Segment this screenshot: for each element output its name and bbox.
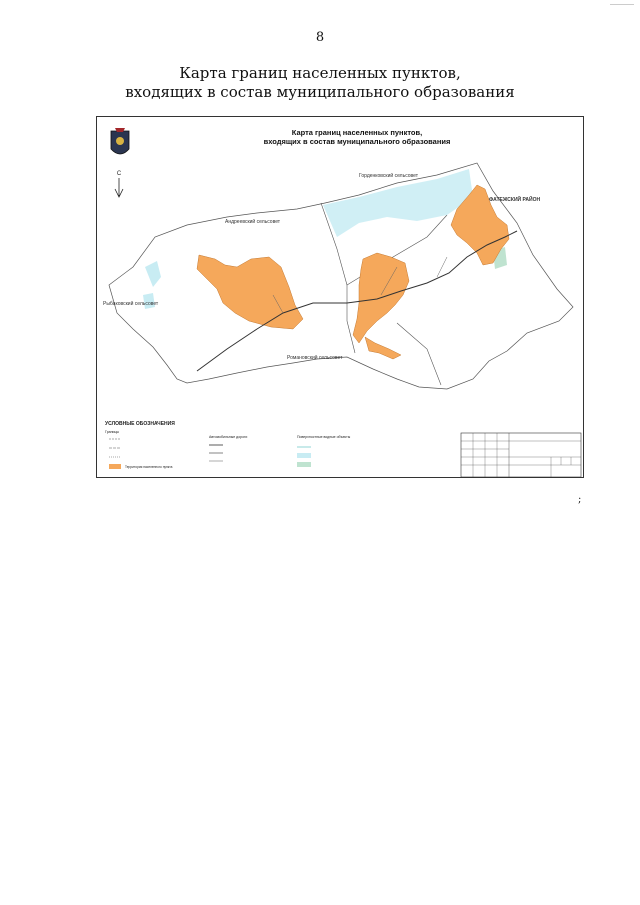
legend-title: УСЛОВНЫЕ ОБОЗНАЧЕНИЯ — [105, 421, 175, 427]
legend-swatch-settlement — [109, 464, 121, 469]
map-title-line-2: входящих в состав муниципального образования — [263, 137, 451, 146]
region-label-north: Горденковский сельсовет — [359, 173, 419, 179]
region-label-east: ФАТЕЖСКИЙ РАЙОН — [489, 197, 541, 203]
map-legend — [105, 421, 351, 469]
document-title — [0, 64, 640, 102]
document-title-line-2: входящих в состав муниципального образования — [125, 83, 515, 101]
region-label-south: Романовский сельсовет — [287, 355, 343, 361]
document-title-line-1: Карта границ населенных пунктов, — [179, 64, 461, 82]
legend-swatch-water-1 — [297, 453, 311, 458]
legend-group-roads: Автомобильные дороги — [209, 435, 248, 439]
map-title-line-1: Карта границ населенных пунктов, — [291, 128, 423, 137]
coat-of-arms-emblem — [111, 128, 129, 154]
scan-edge-mark — [610, 4, 634, 5]
legend-item-settlement: Территория населенного пункта — [125, 465, 173, 469]
compass-icon — [115, 171, 123, 197]
page-number: 8 — [315, 30, 325, 45]
region-label-west: Рыбаковский сельсовет — [103, 301, 159, 307]
map-canvas — [97, 117, 585, 479]
drawing-title-block — [461, 433, 581, 477]
corner-mark: ; — [578, 494, 582, 505]
legend-group-water: Поверхностные водные объекты — [297, 435, 351, 439]
svg-text:С: С — [116, 171, 122, 177]
legend-swatch-water-2 — [297, 462, 311, 467]
region-label-northwest: Андреевский сельсовет — [225, 219, 281, 225]
legend-group-borders: Границы — [105, 430, 119, 434]
map-frame — [96, 116, 584, 478]
